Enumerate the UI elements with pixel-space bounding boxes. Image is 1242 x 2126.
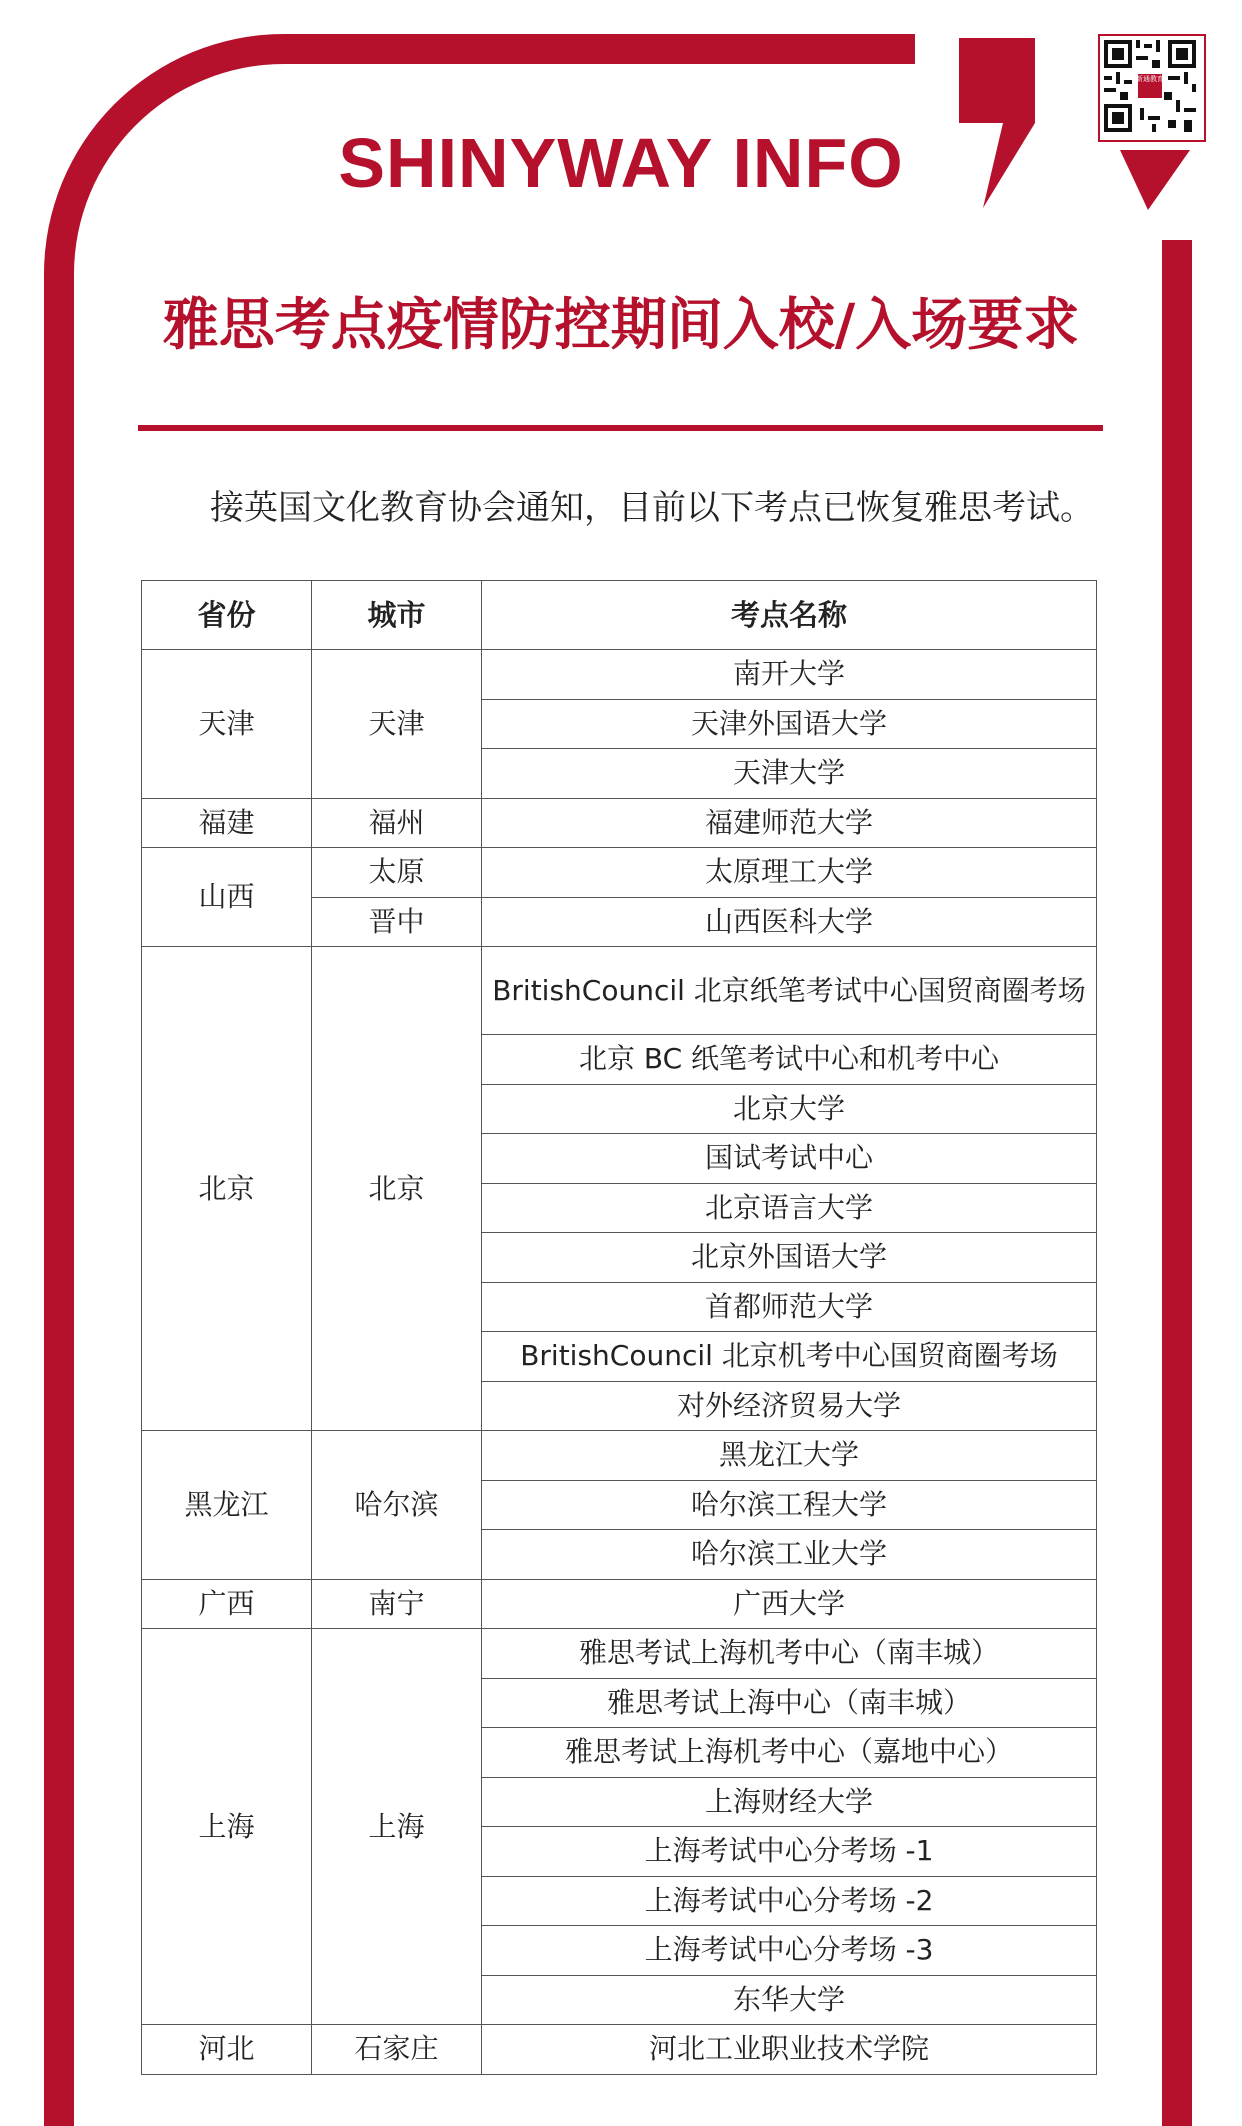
venue-cell: BritishCouncil 北京纸笔考试中心国贸商圈考场 <box>482 947 1097 1035</box>
venue-cell: 雅思考试上海中心（南丰城） <box>482 1678 1097 1728</box>
province-cell: 天津 <box>142 650 312 799</box>
city-cell: 天津 <box>312 650 482 799</box>
venue-cell: 福建师范大学 <box>482 798 1097 848</box>
venue-cell: 上海考试中心分考场 -3 <box>482 1926 1097 1976</box>
venue-cell: 首都师范大学 <box>482 1282 1097 1332</box>
table-row <box>142 1579 1097 1629</box>
venue-cell: 山西医科大学 <box>482 897 1097 947</box>
city-cell: 哈尔滨 <box>312 1431 482 1580</box>
frame-left-bar <box>44 300 74 2126</box>
venue-cell: 南开大学 <box>482 650 1097 700</box>
venue-cell: 北京 BC 纸笔考试中心和机考中心 <box>482 1035 1097 1085</box>
province-cell: 北京 <box>142 947 312 1431</box>
province-cell: 福建 <box>142 798 312 848</box>
frame-right-bar <box>1162 240 1192 2126</box>
venue-cell: 国试考试中心 <box>482 1134 1097 1184</box>
venue-cell: 哈尔滨工程大学 <box>482 1480 1097 1530</box>
venue-cell: 上海考试中心分考场 -1 <box>482 1827 1097 1877</box>
table-row <box>142 848 1097 898</box>
table-row <box>142 798 1097 848</box>
city-cell: 太原 <box>312 848 482 898</box>
header-city: 城市 <box>312 581 482 650</box>
page-title: 雅思考点疫情防控期间入校/入场要求 <box>162 293 1080 358</box>
city-cell: 南宁 <box>312 1579 482 1629</box>
venue-cell: 东华大学 <box>482 1975 1097 2025</box>
province-cell: 黑龙江 <box>142 1431 312 1580</box>
table-row <box>142 1629 1097 1679</box>
title-divider <box>138 425 1103 431</box>
city-cell: 北京 <box>312 947 482 1431</box>
venue-table <box>141 580 1097 2075</box>
table-header-row <box>142 581 1097 650</box>
city-cell: 晋中 <box>312 897 482 947</box>
frame-top-bar <box>300 34 915 64</box>
venue-cell: 哈尔滨工业大学 <box>482 1530 1097 1580</box>
venue-cell: 对外经济贸易大学 <box>482 1381 1097 1431</box>
city-cell: 上海 <box>312 1629 482 2025</box>
table-row <box>142 650 1097 700</box>
venue-cell: 太原理工大学 <box>482 848 1097 898</box>
venue-cell: 雅思考试上海机考中心（南丰城） <box>482 1629 1097 1679</box>
venue-cell: 天津外国语大学 <box>482 699 1097 749</box>
venue-cell: 河北工业职业技术学院 <box>482 2025 1097 2075</box>
province-cell: 广西 <box>142 1579 312 1629</box>
venue-cell: 黑龙江大学 <box>482 1431 1097 1481</box>
table-row <box>142 947 1097 1035</box>
header-venue: 考点名称 <box>482 581 1097 650</box>
province-cell: 山西 <box>142 848 312 947</box>
venue-cell: 天津大学 <box>482 749 1097 799</box>
venue-cell: 北京大学 <box>482 1084 1097 1134</box>
venue-cell: BritishCouncil 北京机考中心国贸商圈考场 <box>482 1332 1097 1382</box>
venue-cell: 上海考试中心分考场 -2 <box>482 1876 1097 1926</box>
venue-cell: 雅思考试上海机考中心（嘉地中心） <box>482 1728 1097 1778</box>
city-cell: 福州 <box>312 798 482 848</box>
province-cell: 上海 <box>142 1629 312 2025</box>
venue-cell: 北京外国语大学 <box>482 1233 1097 1283</box>
brand-title: SHINYWAY INFO <box>338 124 904 202</box>
header-province: 省份 <box>142 581 312 650</box>
qr-logo-label: 新通教育 <box>1136 75 1164 83</box>
province-cell: 河北 <box>142 2025 312 2075</box>
notice-text: 接英国文化教育协会通知，目前以下考点已恢复雅思考试。 <box>210 488 1094 528</box>
venue-cell: 北京语言大学 <box>482 1183 1097 1233</box>
table-row <box>142 2025 1097 2075</box>
table-row <box>142 1431 1097 1481</box>
venue-cell: 广西大学 <box>482 1579 1097 1629</box>
venue-cell: 上海财经大学 <box>482 1777 1097 1827</box>
city-cell: 石家庄 <box>312 2025 482 2075</box>
